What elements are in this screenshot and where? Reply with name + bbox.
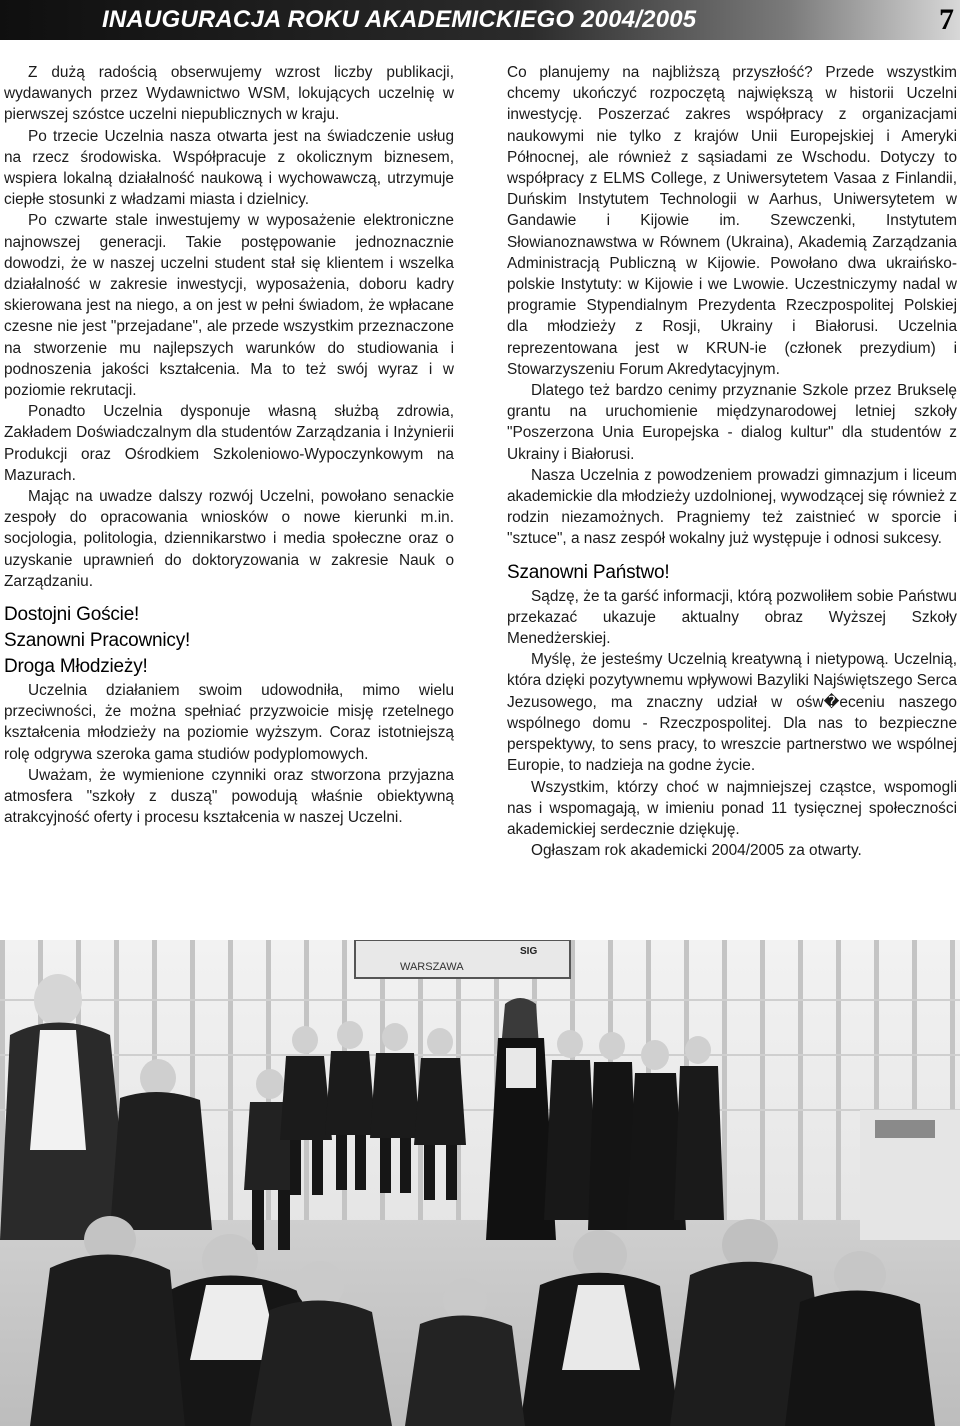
left-column bbox=[4, 62, 454, 829]
paragraph: Nasza Uczelnia z powodzeniem prowadzi gimnazjum i liceum akademickie dla młodzieży uzdolnionej, wywodzącej się również z rodzin niezamożnych. Pragniemy też zaistnieć w sporcie i "sztuce", a nasz zespół wokalny już występuje i odnosi sukcesy. bbox=[507, 466, 957, 548]
section-heading: Dostojni Goście! bbox=[4, 604, 140, 626]
page-title: INAUGURACJA ROKU AKADEMICKIEGO 2004/2005 bbox=[102, 6, 697, 33]
section-heading: Szanowni Pracownicy! bbox=[4, 630, 191, 652]
paragraph: Ponadto Uczelnia dysponuje własną służbą zdrowia, Zakładem Doświadczalnym dla studentów Zarządzania i Inżynierii Produkcji oraz Ośrodkiem Szkoleniowo-Wypoczynkowym na Mazurach. bbox=[4, 403, 454, 484]
header-bar bbox=[0, 0, 960, 40]
section-heading: Droga Młodzieży! bbox=[4, 656, 148, 678]
paragraph: Wszystkim, którzy choć w najmniejszej cząstce, wspomogli nas i wspomagają, w imieniu ponad 11 tysięcznej społeczności akademickiej serdecznie dziękuję. bbox=[507, 778, 957, 838]
paragraph: Myślę, że jesteśmy Uczelnią kreatywną i nietypową. Uczelnią, która dzięki pozytywnemu wpływowi Bazyliki Najświętszego Serca Jezusowego, ma znaczny udział w ośw�eceniu naszego wspólnego domu - Rzeczpospolitej. Dla nas to bezpieczne perspektywy, to sens pracy, to wreszcie partnerstwo we wspólnej Europie, to nadzieja na godne życie. bbox=[507, 651, 957, 775]
paragraph: Dlatego też bardzo cenimy przyznanie Szkole przez Brukselę grantu na uruchomienie międzynarodowej letniej szkoły "Poszerzona Unia Europejska - dialog kultur" dla studentów z Ukrainy i Białorusi. bbox=[507, 382, 957, 463]
paragraph: Uważam, że wymienione czynniki oraz stworzona przyjazna atmosfera "szkoły z duszą" powodują właśnie obiektywną atrakcyjność oferty i procesu kształcenia w naszej Uczelni. bbox=[4, 766, 454, 827]
paragraph: Po czwarte stale inwestujemy w wyposażenie elektroniczne najnowszej generacji. Takie postępowanie jednoznacznie dowodzi, że w naszej uczelni student stał się klientem i wszelka działalność w zakresie inwestycji, wyposażenia, doboru kadry skierowana jest na niego, a on jest w pełni świadom, że wpłacane czesne nie jest "przejadane", ale przede wszystkim przeznaczone na stworzenie mu najlepszych warunków do studiowania i podnoszenia jakości kształcenia. Ma to też swój wyraz i w poziomie rekrutacji. bbox=[4, 212, 454, 400]
paragraph: Mając na uwadze dalszy rozwój Uczelni, powołano senackie zespoły do opracowania wniosków o nowe kierunki m.in. socjologia, politologia, dziennikarstwo i media społeczne oraz o uzyskanie uprawnień do doktoryzowania w zakresie Nauk o Zarządzaniu. bbox=[4, 488, 454, 590]
paragraph: Co planujemy na najbliższą przyszłość? Przede wszystkim chcemy ukończyć rozpoczętą największą w historii Uczelni inwestycję. Poszerzać zakres współpracy z organizacjami naukowymi nie tylko z krajów Unii Europejskiej i Ameryki Północnej, ale również z sąsiadami ze Wschodu. Dotyczy to współpracy z ELMS College, z Uniwersytetem Vasaa z Finlandii, Duńskim Instytutem Technologii w Aarhus, Uniwersytetem w Gandawie i Kijowie im. Szewczenki, Instytutem Słowianoznawstwa w Równem (Ukraina), Akademią Zarządzania Administracją Publiczną w Kijowie. Powołano dwa ukraińsko-polskie Instytuty: w Kijowie i we Lwowie. Uczestniczymy nadal w programie Stypendialnym Prezydenta Rzeczpospolitej Polskiej dla młodzieży z Rosji, Ukrainy i Białorusi. Uczelnia reprezentowana jest w KRUN-ie (członek prezydium) i Stowarzyszeniu Forum Akredytacyjnym. bbox=[507, 64, 957, 378]
paragraph: Uczelnia działaniem swoim udowodniła, mimo wielu przeciwności, że można spełniać przyzwoicie misję rzetelnego kształcenia młodzieży na poziomie wyższym. Coraz istotniejszą rolę odgrywa szeroka gama studiów podyplomowych. bbox=[4, 682, 454, 763]
paragraph: Z dużą radością obserwujemy wzrost liczby publikacji, wydawanych przez Wydawnictwo WSM, lokujących uczelnię w pierwszej szóstce uczelni niepublicznych w kraju. bbox=[4, 64, 454, 124]
page-number: 7 bbox=[939, 3, 954, 36]
ceremony-photo bbox=[0, 940, 960, 1426]
banner-text: WARSZAWA bbox=[400, 961, 464, 973]
section-heading: Szanowni Państwo! bbox=[507, 561, 670, 583]
paragraph: Po trzecie Uczelnia nasza otwarta jest na świadczenie usług na rzecz środowiska. Współpracuje z okolicznym biznesem, wspiera lokalną działalność naukową i wychowawczą, utrzymuje ciepłe stosunki z władzami miasta i dzielnicy. bbox=[4, 127, 454, 209]
banner-logo: SIG bbox=[520, 946, 538, 957]
paragraph: Ogłaszam rok akademicki 2004/2005 za otwarty. bbox=[531, 842, 862, 860]
right-column bbox=[507, 62, 957, 861]
paragraph: Sądzę, że ta garść informacji, którą pozwoliłem sobie Państwu przekazać ukazuje aktualny obraz Wyższej Szkoły Menedżerskiej. bbox=[507, 587, 957, 648]
